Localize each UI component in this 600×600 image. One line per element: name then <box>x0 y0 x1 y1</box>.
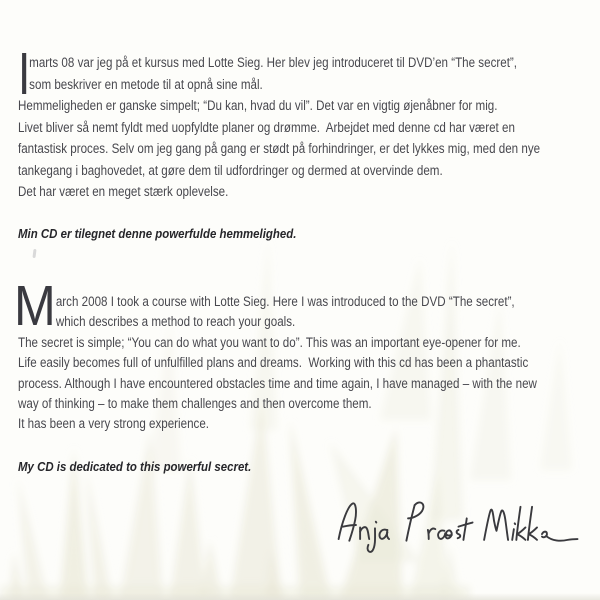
english-line: The secret is simple; “You can do what you want to do”. This was an important eye-opener for me. <box>18 334 521 350</box>
english-line: It has been a very strong experience. <box>18 416 210 432</box>
english-dedication: My CD is dedicated to this powerful secret. <box>18 459 252 474</box>
english-line: Life easily becomes full of unfulfilled plans and dreams. Working with this cd has been a phantastic <box>18 355 529 371</box>
signature-handwriting <box>332 490 580 560</box>
danish-line: Det har været en meget stærk oplevelse. <box>18 184 229 199</box>
english-line: which describes a method to reach your goals. <box>55 314 296 330</box>
english-line: way of thinking – to make them challenges and then overcome them. <box>18 395 372 411</box>
danish-line: marts 08 var jeg på et kursus med Lotte Sieg. Her blev jeg introduceret til DVD’en “The secret”, <box>29 55 518 70</box>
scan-bottom-edge <box>0 593 600 600</box>
danish-line: Livet bliver så nemt fyldt med uopfyldte planer og drømme. Arbejdet med denne cd har været en <box>18 119 515 135</box>
english-line: process. Although I have encountered obstacles time and time again, I have managed – with the new <box>18 375 537 391</box>
danish-paragraph <box>18 52 593 203</box>
danish-dedication: Min CD er tilegnet denne powerfulde hemmelighed. <box>18 226 297 241</box>
danish-line: som beskriver en metode til at opnå sine mål. <box>29 76 263 92</box>
danish-line: tankegang i baghovedet, at gøre dem til udfordringer og dermed at overvinde dem. <box>18 162 443 178</box>
english-paragraph <box>18 292 593 435</box>
danish-line: Hemmeligheden er ganske simpelt; “Du kan, hvad du vil”. Det var en vigtig øjenåbner for mig. <box>18 98 498 113</box>
english-drop-cap: M <box>14 274 56 338</box>
danish-drop-cap: I <box>18 41 31 107</box>
danish-line: fantastisk proces. Selv om jeg gang på gang er stødt på forhindringer, er det lykkes mig, med den nye <box>18 141 541 156</box>
english-line: arch 2008 I took a course with Lotte Sieg. Here I was introduced to the DVD “The secret”, <box>55 294 515 309</box>
scan-artifact-speck <box>32 249 36 258</box>
